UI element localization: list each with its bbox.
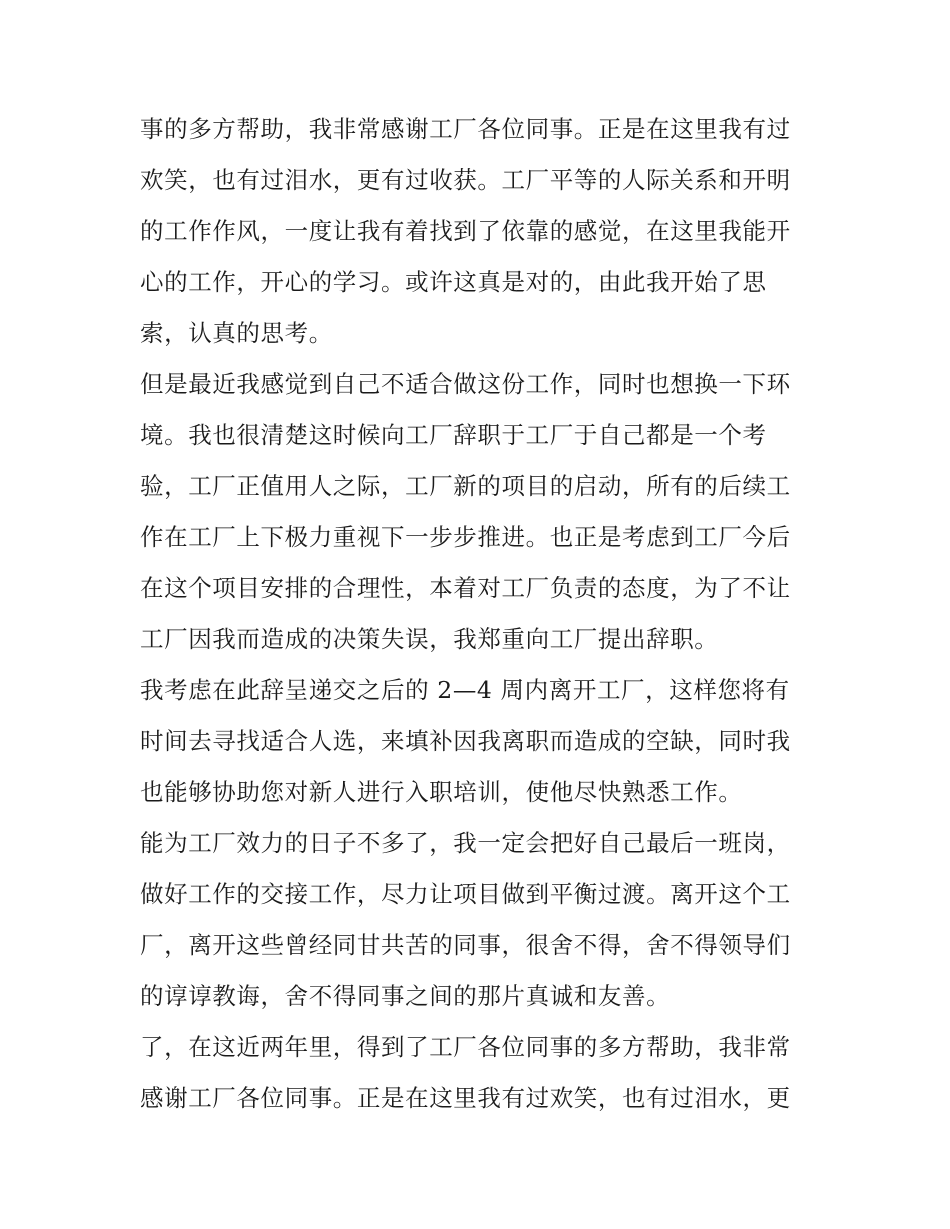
text-line: 的工作作风，一度让我有着找到了依靠的感觉，在这里我能开: [140, 217, 791, 245]
text-line: 也能够协助您对新人进行入职培训，使他尽快熟悉工作。: [140, 778, 743, 806]
text-line: 时间去寻找适合人选，来填补因我离职而造成的空缺，同时我: [140, 727, 791, 755]
text-line: 在这个项目安排的合理性，本着对工厂负责的态度，为了不让: [140, 574, 791, 602]
text-line: 厂，离开这些曾经同甘共苦的同事，很舍不得，舍不得领导们: [140, 931, 791, 959]
document-body: [140, 104, 830, 1124]
text-line: 但是最近我感觉到自己不适合做这份工作，同时也想换一下环: [140, 370, 791, 398]
text-line: 了，在这近两年里，得到了工厂各位同事的多方帮助，我非常: [140, 1033, 791, 1061]
text-line: 欢笑，也有过泪水，更有过收获。工厂平等的人际关系和开明: [140, 166, 791, 194]
text-line: 验，工厂正值用人之际，工厂新的项目的启动，所有的后续工: [140, 472, 791, 500]
text-line: 工厂因我而造成的决策失误，我郑重向工厂提出辞职。: [140, 625, 719, 653]
text-line: 我考虑在此辞呈递交之后的 2—4 周内离开工厂，这样您将有: [140, 676, 790, 704]
text-line: 感谢工厂各位同事。正是在这里我有过欢笑，也有过泪水，更: [140, 1084, 791, 1112]
text-line: 事的多方帮助，我非常感谢工厂各位同事。正是在这里我有过: [140, 115, 791, 143]
text-line: 的谆谆教诲，舍不得同事之间的那片真诚和友善。: [140, 982, 671, 1010]
text-line: 境。我也很清楚这时候向工厂辞职于工厂于自己都是一个考: [140, 421, 767, 449]
text-line: 索，认真的思考。: [140, 319, 333, 347]
text-line: 能为工厂效力的日子不多了，我一定会把好自己最后一班岗，: [140, 829, 791, 857]
text-line: 做好工作的交接工作，尽力让项目做到平衡过渡。离开这个工: [140, 880, 791, 908]
text-line: 作在工厂上下极力重视下一步步推进。也正是考虑到工厂今后: [140, 523, 791, 551]
text-line: 心的工作，开心的学习。或许这真是对的，由此我开始了思: [140, 268, 767, 296]
